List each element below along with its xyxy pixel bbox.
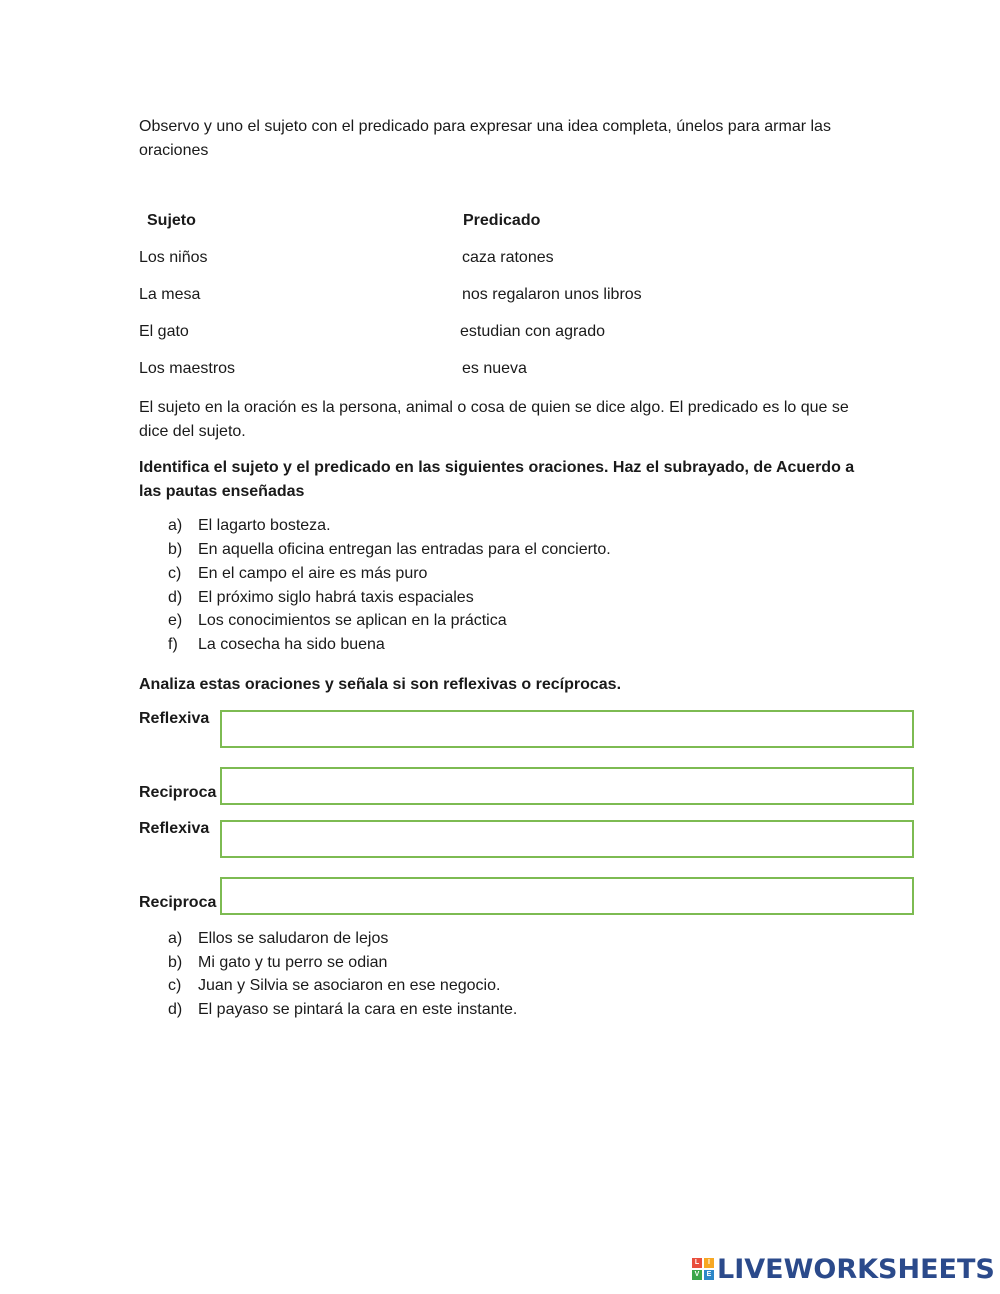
- list-item: En el campo el aire es más puro: [198, 565, 428, 582]
- predicate-cell: caza ratones: [462, 249, 554, 266]
- answer-input-4[interactable]: [220, 877, 914, 915]
- predicate-cell: es nueva: [462, 360, 527, 377]
- list-item: El próximo siglo habrá taxis espaciales: [198, 589, 474, 606]
- instruction-identify: Identifica el sujeto y el predicado en las siguientes oraciones. Haz el subrayado, de Acuerdo a las pautas enseñadas: [139, 459, 855, 500]
- logo-block: I: [704, 1258, 714, 1268]
- list-letter: d): [168, 1001, 183, 1018]
- logo-blocks-icon: [692, 1258, 714, 1280]
- list-item: Ellos se saludaron de lejos: [198, 930, 389, 947]
- list-letter: a): [168, 517, 183, 534]
- instruction-analyze: Analiza estas oraciones y señala si son reflexivas o recíprocas.: [139, 676, 622, 693]
- header-subject: Sujeto: [147, 212, 196, 229]
- subject-cell: Los niños: [139, 249, 208, 266]
- logo-text: LIVEWORKSHEETS: [717, 1253, 995, 1285]
- list-letter: f): [168, 636, 178, 653]
- list-letter: a): [168, 930, 183, 947]
- logo-block: L: [692, 1258, 702, 1268]
- list-item: Mi gato y tu perro se odian: [198, 954, 388, 971]
- list-letter: c): [168, 977, 182, 994]
- predicate-cell: estudian con agrado: [460, 323, 605, 340]
- list-item: En aquella oficina entregan las entradas para el concierto.: [198, 541, 611, 558]
- answer-label-reflexiva: Reflexiva: [139, 820, 210, 837]
- subject-cell: La mesa: [139, 286, 201, 303]
- list-letter: e): [168, 612, 183, 629]
- answer-label-reciproca: Reciproca: [139, 784, 217, 801]
- list-item: El lagarto bosteza.: [198, 517, 331, 534]
- list-letter: c): [168, 565, 182, 582]
- list-item: El payaso se pintará la cara en este instante.: [198, 1001, 518, 1018]
- list-item: Los conocimientos se aplican en la práctica: [198, 612, 507, 629]
- list-item: Juan y Silvia se asociaron en ese negocio.: [198, 977, 501, 994]
- list-letter: b): [168, 954, 183, 971]
- list-letter: d): [168, 589, 183, 606]
- subject-cell: El gato: [139, 323, 189, 340]
- answer-label-reflexiva: Reflexiva: [139, 710, 210, 727]
- logo-block: E: [704, 1270, 714, 1280]
- subject-cell: Los maestros: [139, 360, 236, 377]
- header-predicate: Predicado: [463, 212, 541, 229]
- definition-text: El sujeto en la oración es la persona, animal o cosa de quien se dice algo. El predicado es lo que se dice del sujeto.: [139, 399, 849, 440]
- answer-label-reciproca: Reciproca: [139, 894, 217, 911]
- answer-input-1[interactable]: [220, 710, 914, 748]
- list-letter: b): [168, 541, 183, 558]
- liveworksheets-logo: [692, 1254, 995, 1284]
- answer-input-3[interactable]: [220, 820, 914, 858]
- list-item: La cosecha ha sido buena: [198, 636, 385, 653]
- answer-input-2[interactable]: [220, 767, 914, 805]
- intro-text: Observo y uno el sujeto con el predicado para expresar una idea completa, únelos para armar las oraciones: [139, 118, 831, 159]
- predicate-cell: nos regalaron unos libros: [462, 286, 642, 303]
- logo-block: V: [692, 1270, 702, 1280]
